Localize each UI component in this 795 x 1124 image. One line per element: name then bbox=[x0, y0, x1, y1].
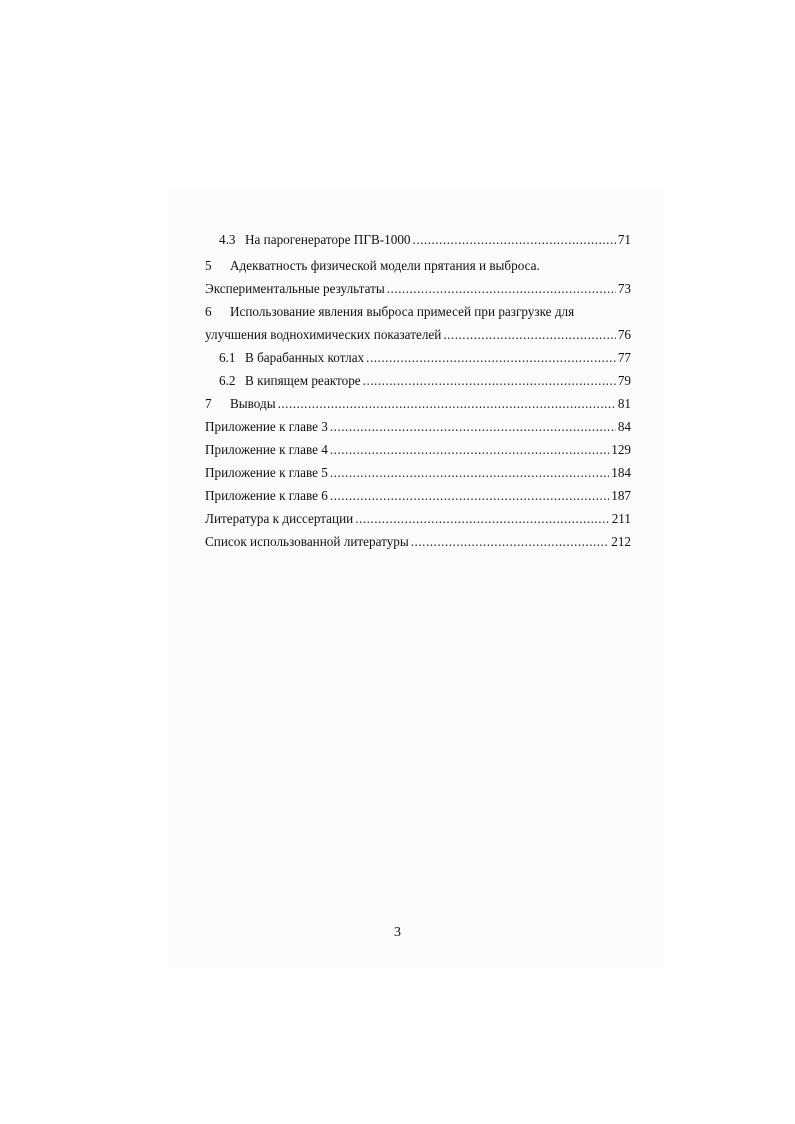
toc-entry-page: 76 bbox=[617, 327, 631, 342]
toc-entry-page: 73 bbox=[617, 281, 631, 296]
toc-entry-number: 6 bbox=[205, 304, 212, 319]
toc-entry-title: Список использованной литературы bbox=[205, 534, 409, 549]
toc-entry-page: 71 bbox=[617, 232, 631, 247]
toc-entry-page: 129 bbox=[611, 442, 631, 457]
toc-entry-6[interactable] bbox=[205, 304, 631, 322]
toc-entry-title: Экспериментальные результаты bbox=[205, 281, 385, 296]
toc-entry-appendix-5[interactable] bbox=[205, 465, 631, 483]
toc-entry-title: Приложение к главе 6 bbox=[205, 488, 328, 503]
toc-entry-page: 211 bbox=[611, 511, 631, 526]
toc-entry-page: 212 bbox=[611, 534, 631, 549]
dot-leader bbox=[363, 373, 616, 389]
dot-leader bbox=[330, 419, 616, 435]
toc-entry-6-2[interactable] bbox=[219, 373, 631, 391]
toc-entry-page: 81 bbox=[617, 396, 631, 411]
toc-entry-page: 187 bbox=[611, 488, 631, 503]
toc-entry-title: Литература к диссертации bbox=[205, 511, 354, 526]
toc-entry-page: 77 bbox=[617, 350, 631, 365]
page-number: 3 bbox=[394, 925, 401, 940]
toc-entry-title: Приложение к главе 5 bbox=[205, 465, 328, 480]
toc-entry-title: улучшения воднохимических показателей bbox=[205, 327, 442, 342]
toc-entry-appendix-6[interactable] bbox=[205, 488, 631, 506]
dot-leader bbox=[330, 465, 609, 481]
toc-entry-number: 6.1 bbox=[219, 350, 236, 365]
toc-entry-references[interactable] bbox=[205, 534, 631, 552]
dot-leader bbox=[443, 327, 616, 343]
toc-entry-page: 79 bbox=[617, 373, 631, 388]
toc-entry-5[interactable] bbox=[205, 258, 631, 276]
dot-leader bbox=[366, 350, 616, 366]
toc-entry-7[interactable] bbox=[205, 396, 631, 414]
toc-entry-dissertation-literature[interactable] bbox=[205, 511, 631, 529]
toc-entry-number: 4.3 bbox=[219, 232, 236, 247]
dot-leader bbox=[413, 232, 616, 248]
toc-entry-number: 6.2 bbox=[219, 373, 236, 388]
dot-leader bbox=[278, 396, 616, 412]
toc-entry-appendix-4[interactable] bbox=[205, 442, 631, 460]
dot-leader bbox=[330, 488, 609, 504]
toc-entry-number: 7 bbox=[205, 396, 212, 411]
toc-entry-title: Использование явления выброса примесей при разгрузке для bbox=[230, 304, 575, 319]
toc-entry-page: 184 bbox=[611, 465, 631, 480]
toc-entry-title: Приложение к главе 3 bbox=[205, 419, 328, 434]
toc-entry-title: Приложение к главе 4 bbox=[205, 442, 328, 457]
toc-entry-title: На парогенераторе ПГВ-1000 bbox=[245, 232, 411, 247]
dot-leader bbox=[355, 511, 609, 527]
toc-entry-title: В кипящем реакторе bbox=[245, 373, 361, 388]
toc-entry-number: 5 bbox=[205, 258, 212, 273]
dot-leader bbox=[387, 281, 616, 297]
toc-entry-appendix-3[interactable] bbox=[205, 419, 631, 437]
toc-entry-title: В барабанных котлах bbox=[245, 350, 365, 365]
toc-entry-title: Выводы bbox=[230, 396, 276, 411]
toc-entry-4-3[interactable] bbox=[219, 232, 631, 250]
toc-entry-6-continued[interactable] bbox=[205, 327, 631, 345]
dot-leader bbox=[330, 442, 609, 458]
toc-entry-6-1[interactable] bbox=[219, 350, 631, 368]
dot-leader bbox=[411, 534, 609, 550]
toc-entry-page: 84 bbox=[617, 419, 631, 434]
toc-entry-title: Адекватность физической модели прятания и выброса. bbox=[230, 258, 540, 273]
toc-entry-5-continued[interactable] bbox=[205, 281, 631, 299]
